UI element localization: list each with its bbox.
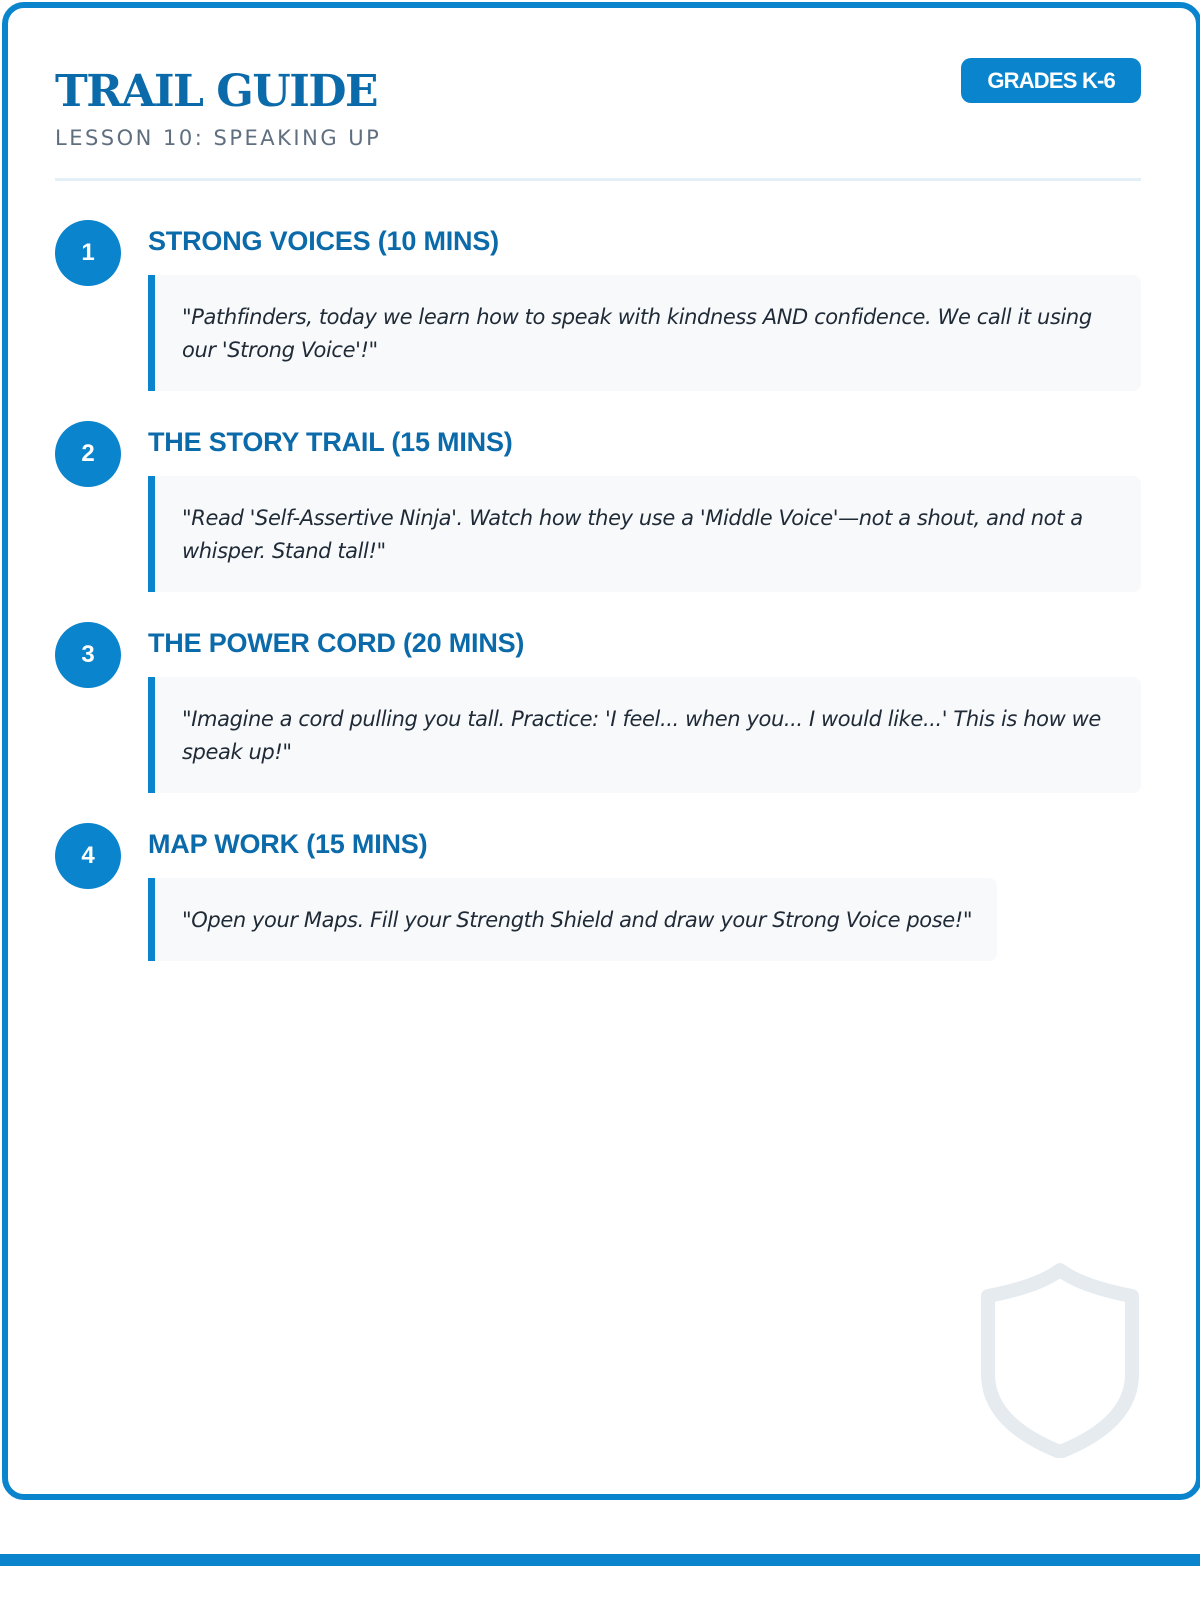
shield-icon (980, 1262, 1140, 1458)
step-title: STRONG VOICES (10 MINS) (148, 226, 499, 256)
step-number: 4 (55, 823, 121, 889)
step-4 (55, 823, 1141, 961)
header-divider (55, 178, 1141, 181)
step-number: 2 (55, 421, 121, 487)
grades-badge: GRADES K-6 (961, 58, 1141, 103)
lesson-subtitle: LESSON 10: SPEAKING UP (55, 126, 382, 150)
step-quote: "Imagine a cord pulling you tall. Practice: 'I feel... when you... I would like...' This is how we speak up!" (148, 677, 1141, 793)
step-2 (55, 421, 1141, 592)
step-3 (55, 622, 1141, 793)
footer-bar (0, 1554, 1200, 1566)
step-title: THE POWER CORD (20 MINS) (148, 628, 525, 658)
lesson-steps (55, 220, 1141, 991)
step-quote: "Open your Maps. Fill your Strength Shield and draw your Strong Voice pose!" (148, 878, 997, 961)
step-quote: "Read 'Self-Assertive Ninja'. Watch how they use a 'Middle Voice'—not a shout, and not a whisper. Stand tall!" (148, 476, 1141, 592)
step-number: 1 (55, 220, 121, 286)
step-quote: "Pathfinders, today we learn how to speak with kindness AND confidence. We call it using our 'Strong Voice'!" (148, 275, 1141, 391)
step-1 (55, 220, 1141, 391)
step-title: THE STORY TRAIL (15 MINS) (148, 427, 513, 457)
page-header (55, 58, 1141, 149)
step-title: MAP WORK (15 MINS) (148, 829, 428, 859)
page-title: TRAIL GUIDE (55, 66, 378, 117)
step-number: 3 (55, 622, 121, 688)
